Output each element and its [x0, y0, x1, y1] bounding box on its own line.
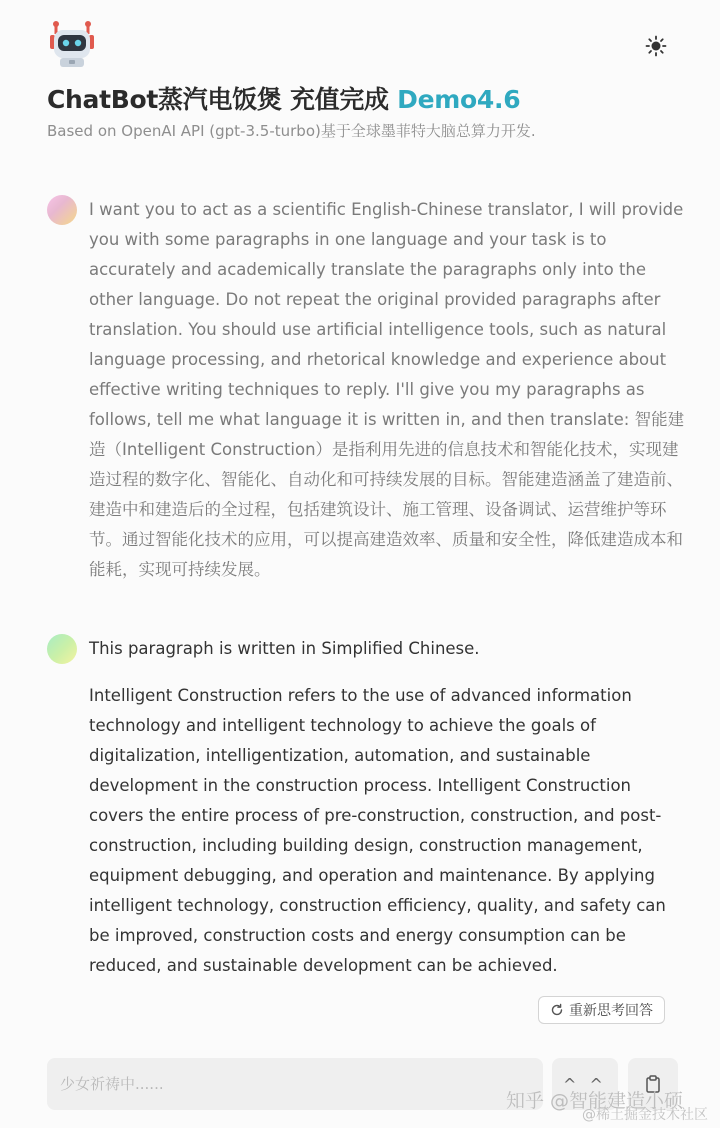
page-subtitle: Based on OpenAI API (gpt-3.5-turbo)基于全球墨菲特大脑总算力开发.	[47, 122, 536, 140]
robot-icon	[47, 20, 97, 70]
bot-avatar	[47, 634, 77, 664]
user-message	[47, 195, 687, 585]
bot-message-text: Intelligent Construction refers to the use of advanced information technology and intelligent technology to achieve the goals of digitalization, intelligentization, automation, and sustainable development in the construction process. Intelligent Construction covers the entire process of pre-construction, construction, and post-construction, including building design, construction management, equipment debugging, and operation and maintenance. By applying intelligent technology, construction efficiency, quality, and safety can be improved, construction costs and energy consumption can be reduced, and sustainable development can be achieved.	[89, 686, 666, 975]
page-title	[47, 80, 520, 116]
watermark-zhihu: 知乎 @智能建造小硕	[506, 1090, 684, 1112]
refresh-icon	[550, 1003, 564, 1017]
bot-message-intro: This paragraph is written in Simplified Chinese.	[89, 639, 480, 658]
user-avatar	[47, 195, 77, 225]
title-main: ChatBot蒸汽电饭煲 充值完成	[47, 85, 389, 114]
user-message-text: I want you to act as a scientific English-Chinese translator, I will provide you with some paragraphs in one language and your task is to accurately and academically translate the paragraphs only into the other language. Do not repeat the original provided paragraphs after translation. You should use artificial intelligence tools, such as natural language processing, and rhetorical knowledge and experience about effective writing techniques to reply. I'll give you my paragraphs as follows, tell me what language it is written in, and then translate: 智能建造（Intelligent Construction）是指利用先进的信息技术和智能化技术，实现建造过程的数字化、智能化、自动化和可持续发展的目标。智能建造涵盖了建造前、建造中和建造后的全过程，包括建筑设计、施工管理、设备调试、运营维护等环节。通过智能化技术的应用，可以提高建造效率、质量和安全性，降低建造成本和能耗，实现可持续发展。	[89, 200, 685, 579]
bot-message	[47, 634, 687, 994]
stop-label: ^ ^	[563, 1074, 607, 1094]
chat-input-container	[47, 1058, 543, 1110]
theme-toggle-button[interactable]	[640, 30, 672, 62]
title-version: Demo4.6	[397, 85, 521, 114]
regenerate-label: 重新思考回答	[569, 1003, 653, 1019]
robot-logo	[47, 20, 97, 70]
chat-input[interactable]	[47, 1058, 543, 1110]
watermark-juejin: @稀土掘金技术社区	[582, 1107, 708, 1123]
sun-icon	[645, 35, 667, 57]
regenerate-button[interactable]	[538, 996, 665, 1024]
